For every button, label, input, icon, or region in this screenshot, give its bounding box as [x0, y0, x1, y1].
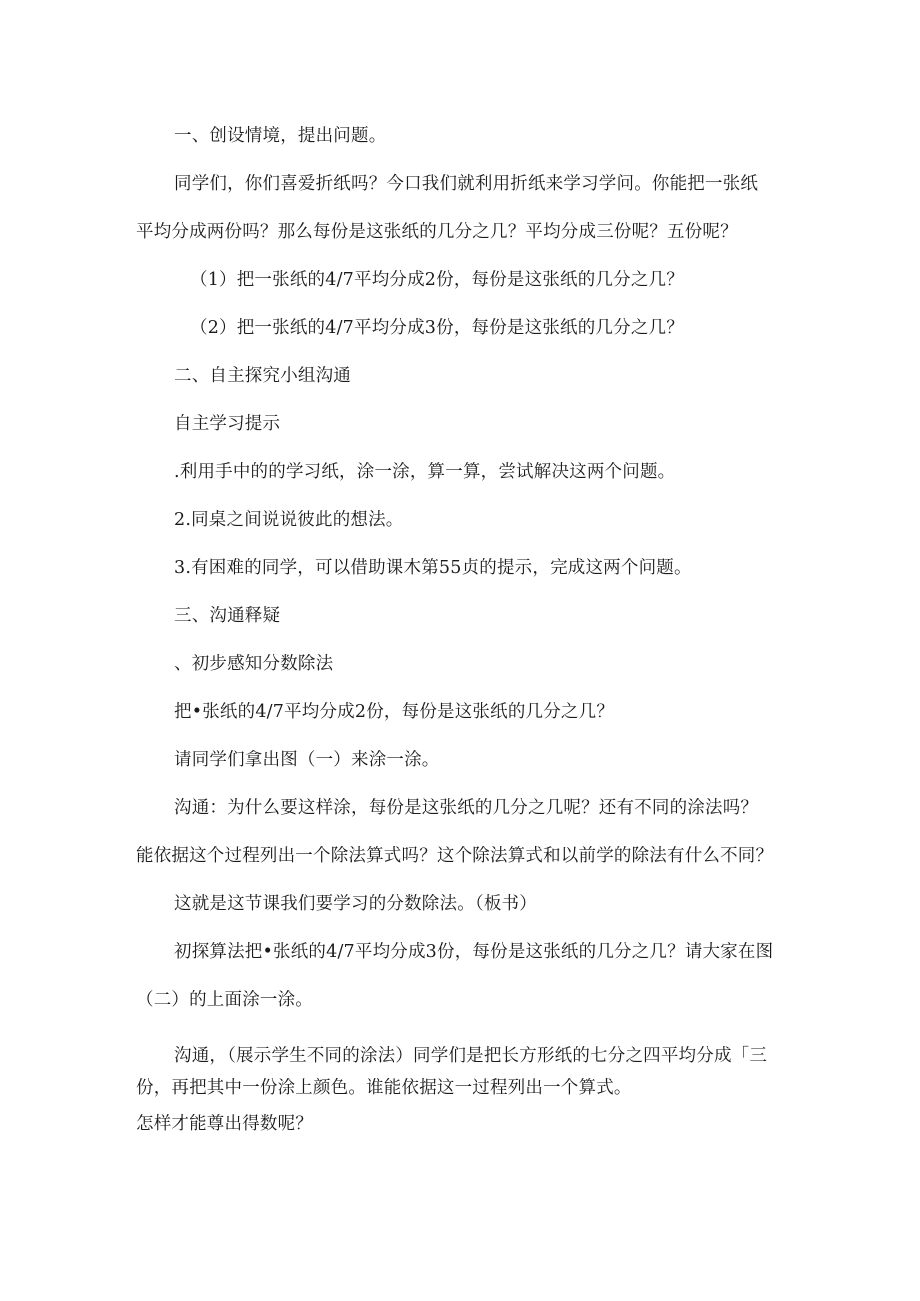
question-item-2: （2）把一张纸的4/7平均分成3份，每份是这张纸的几分之几？: [190, 318, 684, 338]
paragraph-line: 请同学们拿出图（一）来涂一涂。: [174, 750, 440, 770]
paragraph-line: 怎样才能尊出得数呢？: [136, 1114, 313, 1134]
question-item-1: （1）把一张纸的4/7平均分成2份，每份是这张纸的几分之几？: [190, 270, 684, 290]
list-item: 2.同桌之间说说彼此的想法。: [174, 510, 404, 530]
list-item: 3.有困难的同学，可以借助课木第55贞的提示，完成这两个问题。: [174, 558, 692, 578]
section-heading-1: 一、创设情境，提出问题。: [174, 126, 387, 146]
paragraph-line: 这就是这节课我们要学习的分数除法。（板书）: [174, 894, 537, 914]
paragraph-line: 初探算法把•张纸的4/7平均分成3份，每份是这张纸的几分之几？请大家在图: [174, 942, 774, 962]
paragraph-line: 沟通：为什么要这样涂，每份是这张纸的几分之几呢？还有不同的涂法吗？: [174, 798, 759, 818]
list-item: .利用手中的的学习纸，涂一涂，算一算，尝试解决这两个问题。: [174, 462, 676, 482]
subheading: 自主学习提示: [174, 414, 281, 434]
paragraph-line: 份，再把其中一份涂上颜色。谁能依据这一过程列出一个算式。: [136, 1078, 632, 1098]
section-heading-2: 二、自主探究小组沟通: [174, 366, 351, 386]
subheading: 、初步感知分数除法: [174, 654, 334, 674]
paragraph-line: 平均分成两份吗？那么每份是这张纸的几分之几？平均分成三份呢？五份呢？: [136, 222, 738, 242]
paragraph-line: 沟通，（展示学生不同的涂法）同学们是把长方形纸的七分之四平均分成「三: [174, 1046, 768, 1066]
section-heading-3: 三、沟通释疑: [174, 606, 281, 626]
paragraph-line: （二）的上面涂一涂。: [136, 990, 313, 1010]
paragraph-line: 能依据这个过程列出一个除法算式吗？这个除法算式和以前学的除法有什么不同？: [136, 846, 774, 866]
paragraph-line: 把•张纸的4/7平均分成2份，每份是这张纸的几分之几？: [174, 702, 615, 722]
paragraph-line: 同学们，你们喜爱折纸吗？今口我们就利用折纸来学习学问。你能把一张纸: [174, 174, 759, 194]
